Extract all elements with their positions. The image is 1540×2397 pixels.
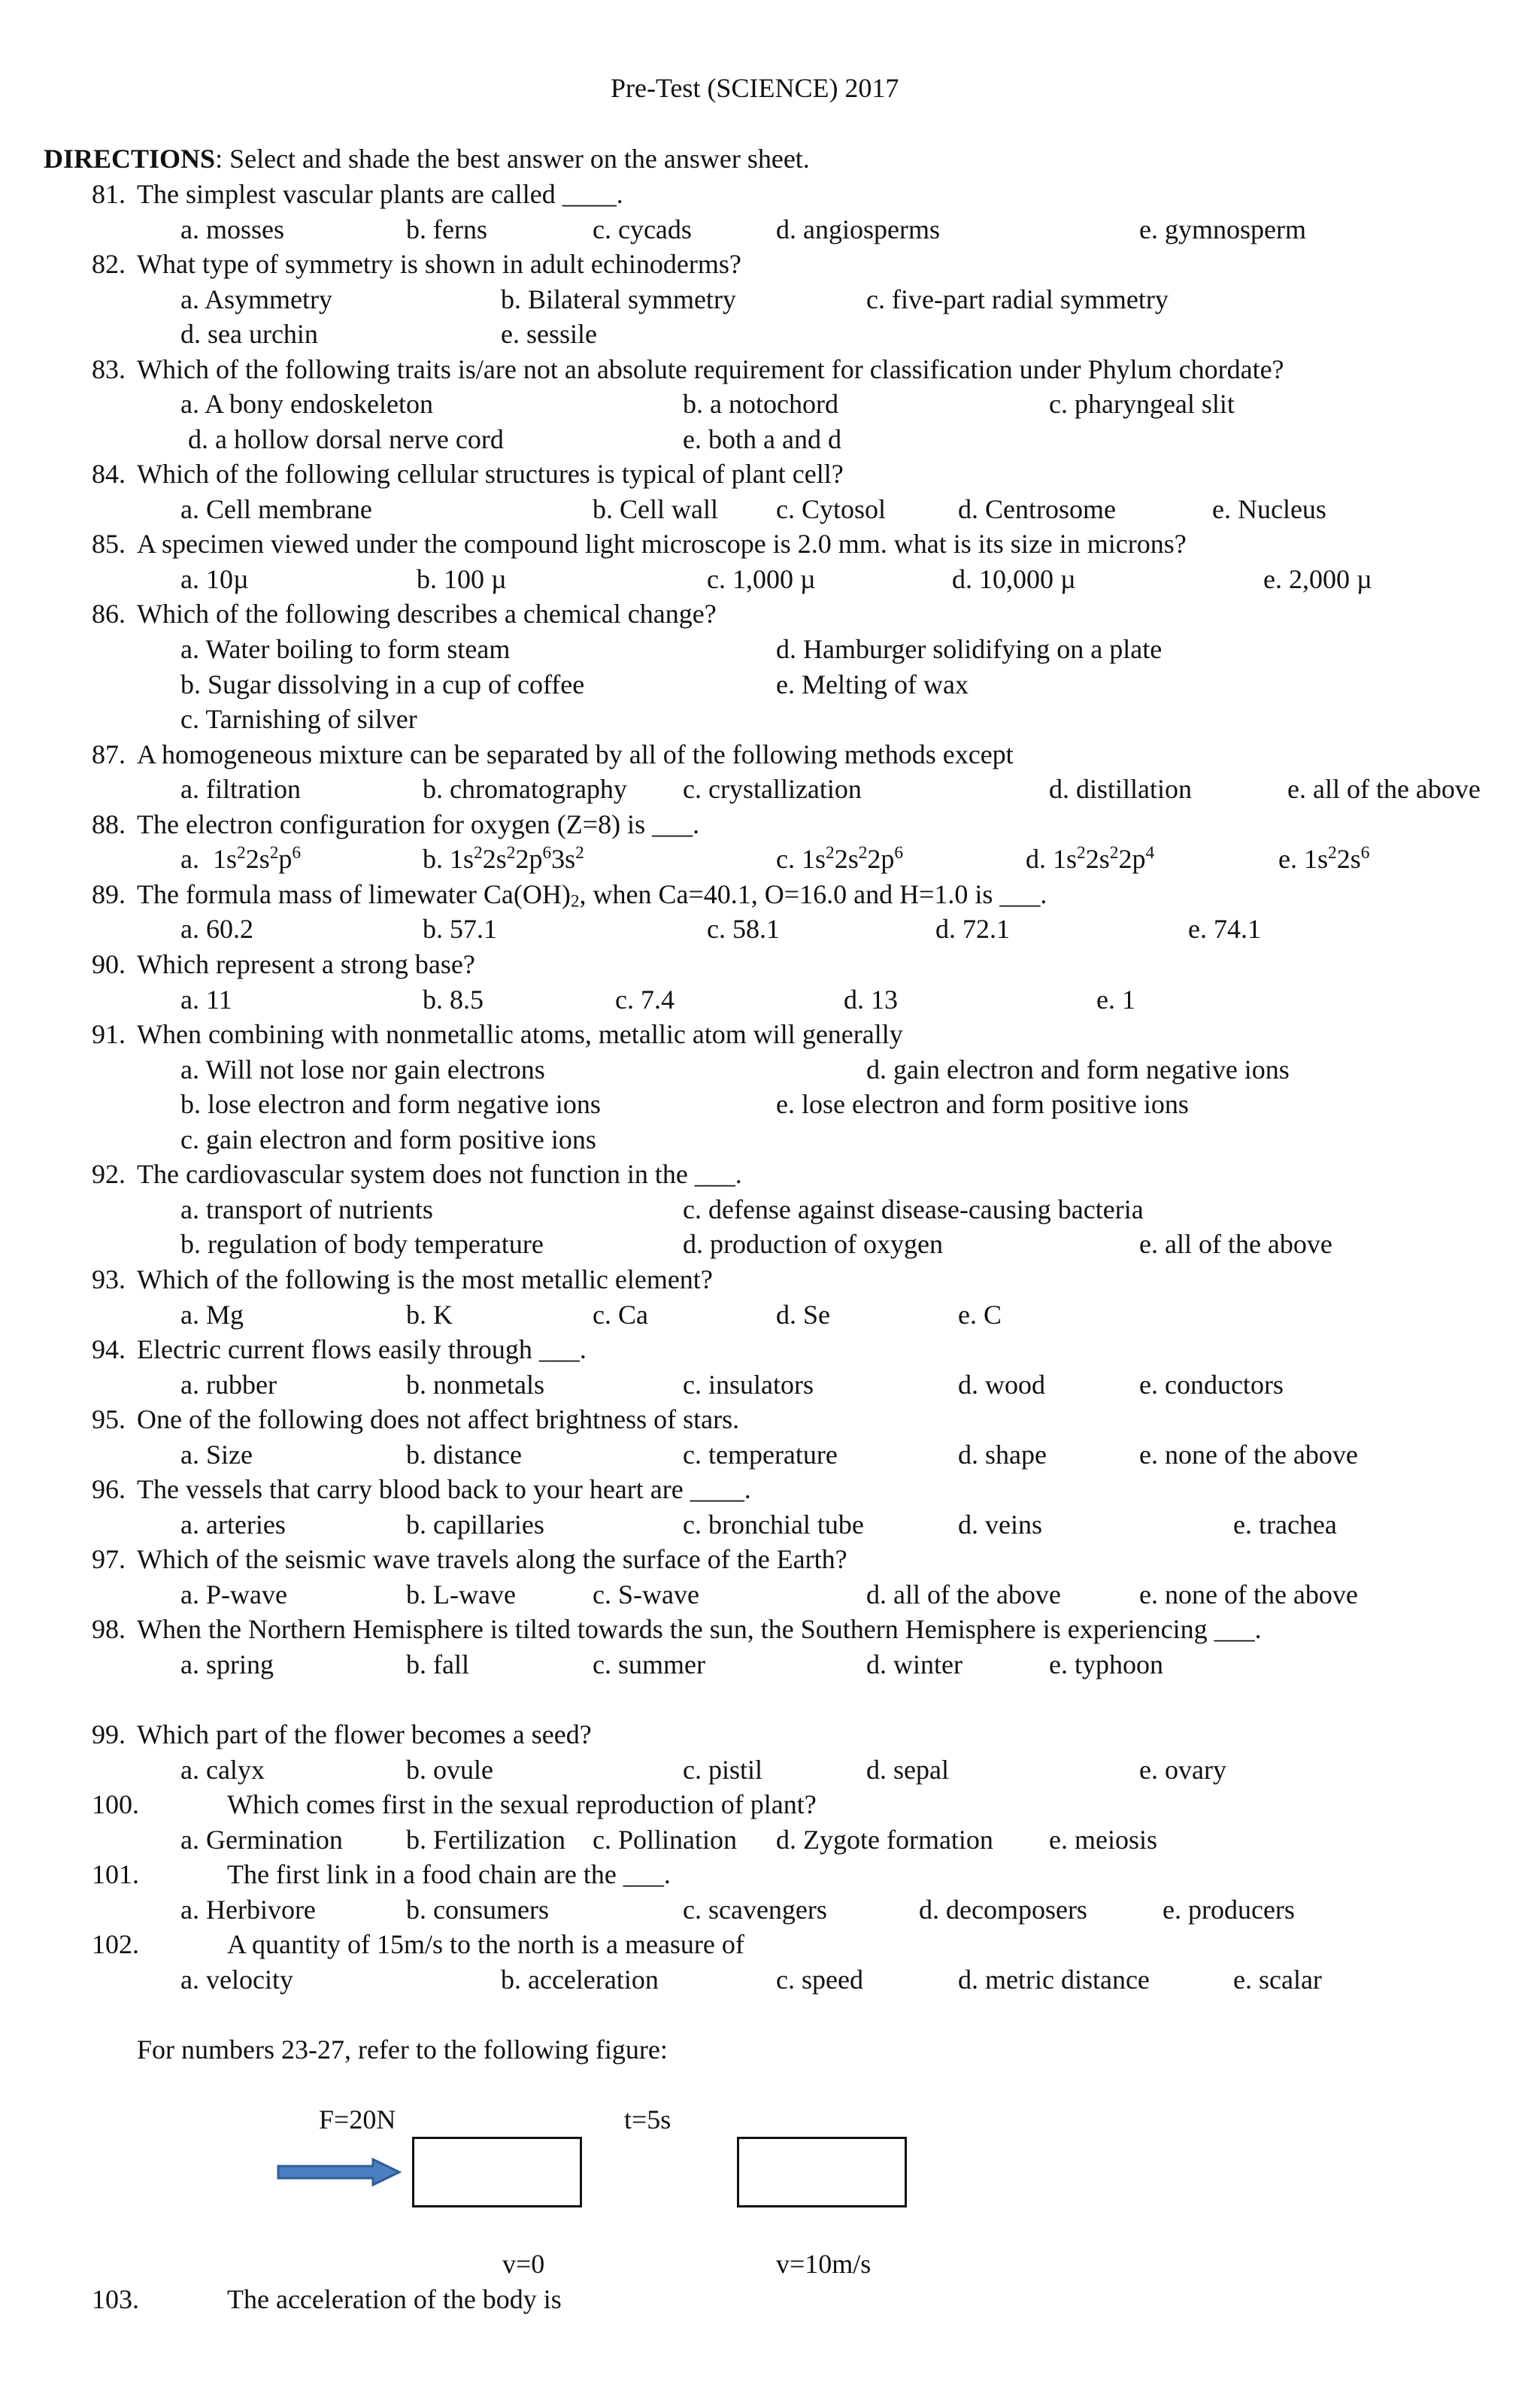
q82-option-d: d. sea urchin (180, 319, 318, 349)
q100-option-e: e. meiosis (1049, 1825, 1157, 1855)
q101-option-c: c. scavengers (683, 1895, 827, 1925)
q86-option-d: d. Hamburger solidifying on a plate (776, 634, 1163, 664)
q83-option-d: d. a hollow dorsal nerve cord (188, 424, 504, 454)
q94-option-b: b. nonmetals (406, 1370, 544, 1400)
question-90-number: 90. (92, 949, 126, 979)
q102-option-c: c. speed (776, 1965, 863, 1995)
q100-option-c: c. Pollination (593, 1825, 737, 1855)
question-103-number: 103. (92, 2284, 139, 2314)
q99-option-a: a. calyx (180, 1755, 265, 1785)
q91-option-b: b. lose electron and form negative ions (180, 1089, 601, 1119)
question-84-text: Which of the following cellular structures is typical of plant cell? (137, 459, 844, 489)
q85-option-e: e. 2,000 µ (1263, 564, 1372, 594)
q93-option-c: c. Ca (593, 1300, 648, 1330)
q83-option-b: b. a notochord (683, 389, 838, 419)
q97-option-d: d. all of the above (866, 1579, 1061, 1610)
question-89-text: The formula mass of limewater $Ca(OH)_2$, when Ca=40.1, O=16.0 and H=1.0 is ___. (137, 879, 1047, 912)
q84-option-a: a. Cell membrane (180, 494, 372, 524)
q82-option-c: c. five-part radial symmetry (866, 284, 1169, 314)
q93-option-b: b. K (406, 1300, 453, 1330)
q99-option-e: e. ovary (1139, 1755, 1226, 1785)
force-arrow-icon (277, 2157, 402, 2187)
directions-text: : Select and shade the best answer on the answer sheet. (215, 144, 810, 174)
q81-option-b: b. ferns (406, 214, 487, 244)
q101-option-a: a. Herbivore (180, 1895, 316, 1925)
question-95-number: 95. (92, 1404, 126, 1434)
q90-option-a: a. 11 (180, 985, 232, 1015)
question-94-number: 94. (92, 1334, 126, 1364)
q85-option-a: a. 10µ (180, 564, 249, 594)
q92-option-e: e. all of the above (1139, 1229, 1332, 1259)
question-96-number: 96. (92, 1474, 126, 1504)
q96-option-e: e. trachea (1233, 1510, 1337, 1540)
question-99-text: Which part of the flower becomes a seed? (137, 1719, 592, 1749)
question-103-text: The acceleration of the body is (227, 2284, 562, 2314)
time-label: t=5s (624, 2104, 671, 2135)
q100-option-a: a. Germination (180, 1825, 343, 1855)
directions (44, 145, 810, 172)
q83-option-c: c. pharyngeal slit (1049, 389, 1235, 419)
q97-option-a: a. P-wave (180, 1579, 287, 1610)
question-90-text: Which represent a strong base? (137, 949, 475, 979)
q92-option-d: d. production of oxygen (683, 1229, 943, 1259)
q88-option-d: d. $1s^22s^22p^4$ (1026, 843, 1155, 874)
q86-option-e: e. Melting of wax (776, 669, 969, 699)
q88-option-b: b. $1s^22s^22p^63s^2$ (423, 843, 584, 874)
q101-option-b: b. consumers (406, 1895, 549, 1925)
question-94-text: Electric current flows easily through ___. (137, 1334, 587, 1364)
q98-option-e: e. typhoon (1049, 1649, 1163, 1679)
q97-option-e: e. none of the above (1139, 1579, 1358, 1610)
q99-option-b: b. ovule (406, 1755, 493, 1785)
q84-option-b: b. Cell wall (593, 494, 718, 524)
question-85-text: A specimen viewed under the compound light microscope is 2.0 mm. what is its size in microns? (137, 529, 1187, 559)
question-101-text: The first link in a food chain are the ___. (227, 1859, 671, 1889)
q99-option-c: c. pistil (683, 1755, 762, 1785)
q91-option-d: d. gain electron and form negative ions (866, 1054, 1290, 1085)
q91-option-c: c. gain electron and form positive ions (180, 1124, 596, 1155)
question-98-number: 98. (92, 1614, 126, 1644)
q94-option-c: c. insulators (683, 1370, 814, 1400)
q102-option-e: e. scalar (1233, 1965, 1322, 1995)
body-box-final (737, 2137, 907, 2207)
q98-option-a: a. spring (180, 1649, 274, 1679)
q88-option-c-letter: c. (776, 844, 795, 874)
q100-option-b: b. Fertilization (406, 1825, 565, 1855)
question-81-text: The simplest vascular plants are called ____. (137, 179, 623, 209)
question-93-text: Which of the following is the most metallic element? (137, 1264, 713, 1294)
question-98-text: When the Northern Hemisphere is tilted towards the sun, the Southern Hemisphere is experiencing ___. (137, 1614, 1262, 1644)
question-91-number: 91. (92, 1019, 126, 1049)
q87-option-a: a. filtration (180, 774, 301, 804)
force-label: F=20N (319, 2104, 396, 2135)
q81-option-d: d. angiosperms (776, 214, 940, 244)
question-82-number: 82. (92, 249, 126, 279)
q84-option-c: c. Cytosol (776, 494, 887, 524)
q84-option-d: d. Centrosome (958, 494, 1116, 524)
q95-option-a: a. Size (180, 1440, 253, 1470)
q85-option-d: d. 10,000 µ (952, 564, 1076, 594)
q87-option-b: b. chromatography (423, 774, 627, 804)
q96-option-c: c. bronchial tube (683, 1510, 864, 1540)
q88-option-c: c. $1s^22s^22p^6$ (776, 843, 904, 874)
q90-option-b: b. 8.5 (423, 985, 484, 1015)
question-97-text: Which of the seismic wave travels along the surface of the Earth? (137, 1544, 847, 1574)
q96-option-b: b. capillaries (406, 1510, 544, 1540)
q89-option-b: b. 57.1 (423, 914, 497, 944)
q87-option-d: d. distillation (1049, 774, 1193, 804)
q88-option-e: e. $1s^22s^6$ (1278, 843, 1370, 874)
question-81-number: 81. (92, 179, 126, 209)
q87-option-e: e. all of the above (1287, 774, 1481, 804)
q102-option-d: d. metric distance (958, 1965, 1150, 1995)
q93-option-d: d. Se (776, 1300, 830, 1330)
q81-option-e: e. gymnosperm (1139, 214, 1306, 244)
directions-label: DIRECTIONS (44, 144, 216, 174)
page-title: Pre-Test (SCIENCE) 2017 (611, 73, 899, 103)
q96-option-d: d. veins (958, 1510, 1042, 1540)
question-87-number: 87. (92, 739, 126, 769)
q92-option-b: b. regulation of body temperature (180, 1229, 544, 1259)
question-89-number: 89. (92, 879, 126, 909)
q88-option-a: a. $1s^22s^2p^6$ (180, 843, 302, 874)
q96-option-a: a. arteries (180, 1510, 286, 1540)
question-100-text: Which comes first in the sexual reproduction of plant? (227, 1789, 817, 1819)
q102-option-b: b. acceleration (501, 1965, 659, 1995)
question-88-number: 88. (92, 809, 126, 839)
q94-option-d: d. wood (958, 1370, 1045, 1400)
question-93-number: 93. (92, 1264, 126, 1294)
question-82-text: What type of symmetry is shown in adult echinoderms? (137, 249, 741, 279)
q94-option-a: a. rubber (180, 1370, 277, 1400)
q102-option-a: a. velocity (180, 1965, 293, 1995)
q93-option-e: e. C (958, 1300, 1002, 1330)
q95-option-b: b. distance (406, 1440, 522, 1470)
q87-option-c: c. crystallization (683, 774, 862, 804)
question-88-text: The electron configuration for oxygen (Z=8) is ___. (137, 809, 700, 839)
question-91-text: When combining with nonmetallic atoms, metallic atom will generally (137, 1019, 903, 1049)
q95-option-d: d. shape (958, 1440, 1047, 1470)
q86-option-b: b. Sugar dissolving in a cup of coffee (180, 669, 585, 699)
q83-option-e: e. both a and d (683, 424, 841, 454)
question-86-text: Which of the following describes a chemical change? (137, 599, 717, 629)
question-83-number: 83. (92, 354, 126, 384)
q92-option-a: a. transport of nutrients (180, 1194, 433, 1224)
q94-option-e: e. conductors (1139, 1370, 1284, 1400)
q89-option-d: d. 72.1 (935, 914, 1010, 944)
q86-option-a: a. Water boiling to form steam (180, 634, 511, 664)
q89-option-a: a. 60.2 (180, 914, 253, 944)
q98-option-d: d. winter (866, 1649, 962, 1679)
q81-option-c: c. cycads (593, 214, 692, 244)
question-102-text: A quantity of 15m/s to the north is a measure of (227, 1929, 744, 1959)
question-102-number: 102. (92, 1929, 139, 1959)
q101-option-e: e. producers (1163, 1895, 1295, 1925)
q89-option-c: c. 58.1 (707, 914, 780, 944)
question-86-number: 86. (92, 599, 126, 629)
q99-option-d: d. sepal (866, 1755, 949, 1785)
figure-intro: For numbers 23-27, refer to the following figure: (137, 2034, 668, 2065)
q98-option-c: c. summer (593, 1649, 705, 1679)
question-84-number: 84. (92, 459, 126, 489)
final-velocity-label: v=10m/s (776, 2249, 872, 2279)
q97-option-c: c. S-wave (593, 1579, 699, 1610)
q101-option-d: d. decomposers (919, 1895, 1087, 1925)
q90-option-d: d. 13 (844, 985, 898, 1015)
q95-option-e: e. none of the above (1139, 1440, 1358, 1470)
q83-option-a: a. A bony endoskeleton (180, 389, 433, 419)
q97-option-b: b. L-wave (406, 1579, 516, 1610)
body-box-initial (412, 2137, 582, 2207)
question-101-number: 101. (92, 1859, 139, 1889)
q82-option-e: e. sessile (501, 319, 597, 349)
q82-option-a: a. Asymmetry (180, 284, 332, 314)
q88-option-d-letter: d. (1026, 844, 1046, 874)
q91-option-e: e. lose electron and form positive ions (776, 1089, 1189, 1119)
initial-velocity-label: v=0 (502, 2249, 545, 2279)
q92-option-c: c. defense against disease-causing bacteria (683, 1194, 1144, 1224)
q90-option-c: c. 7.4 (615, 985, 675, 1015)
q88-option-a-letter: a. (180, 844, 199, 874)
q88-option-b-letter: b. (423, 844, 443, 874)
question-92-number: 92. (92, 1159, 126, 1189)
q84-option-e: e. Nucleus (1212, 494, 1326, 524)
q93-option-a: a. Mg (180, 1300, 244, 1330)
question-97-number: 97. (92, 1544, 126, 1574)
q86-option-c: c. Tarnishing of silver (180, 704, 417, 734)
question-95-text: One of the following does not affect brightness of stars. (137, 1404, 740, 1434)
question-83-text: Which of the following traits is/are not an absolute requirement for classification under Phylum chordate? (137, 354, 1284, 384)
question-87-text: A homogeneous mixture can be separated by all of the following methods except (137, 739, 1014, 769)
q89-option-e: e. 74.1 (1188, 914, 1261, 944)
q82-option-b: b. Bilateral symmetry (501, 284, 736, 314)
question-100-number: 100. (92, 1789, 139, 1819)
q81-option-a: a. mosses (180, 214, 284, 244)
q88-option-e-letter: e. (1278, 844, 1297, 874)
q85-option-b: b. 100 µ (417, 564, 507, 594)
q91-option-a: a. Will not lose nor gain electrons (180, 1054, 545, 1085)
question-85-number: 85. (92, 529, 126, 559)
question-96-text: The vessels that carry blood back to your heart are ____. (137, 1474, 751, 1504)
q95-option-c: c. temperature (683, 1440, 838, 1470)
q100-option-d: d. Zygote formation (776, 1825, 993, 1855)
q85-option-c: c. 1,000 µ (707, 564, 816, 594)
q90-option-e: e. 1 (1096, 985, 1135, 1015)
q98-option-b: b. fall (406, 1649, 469, 1679)
question-99-number: 99. (92, 1719, 126, 1749)
question-92-text: The cardiovascular system does not function in the ___. (137, 1159, 742, 1189)
